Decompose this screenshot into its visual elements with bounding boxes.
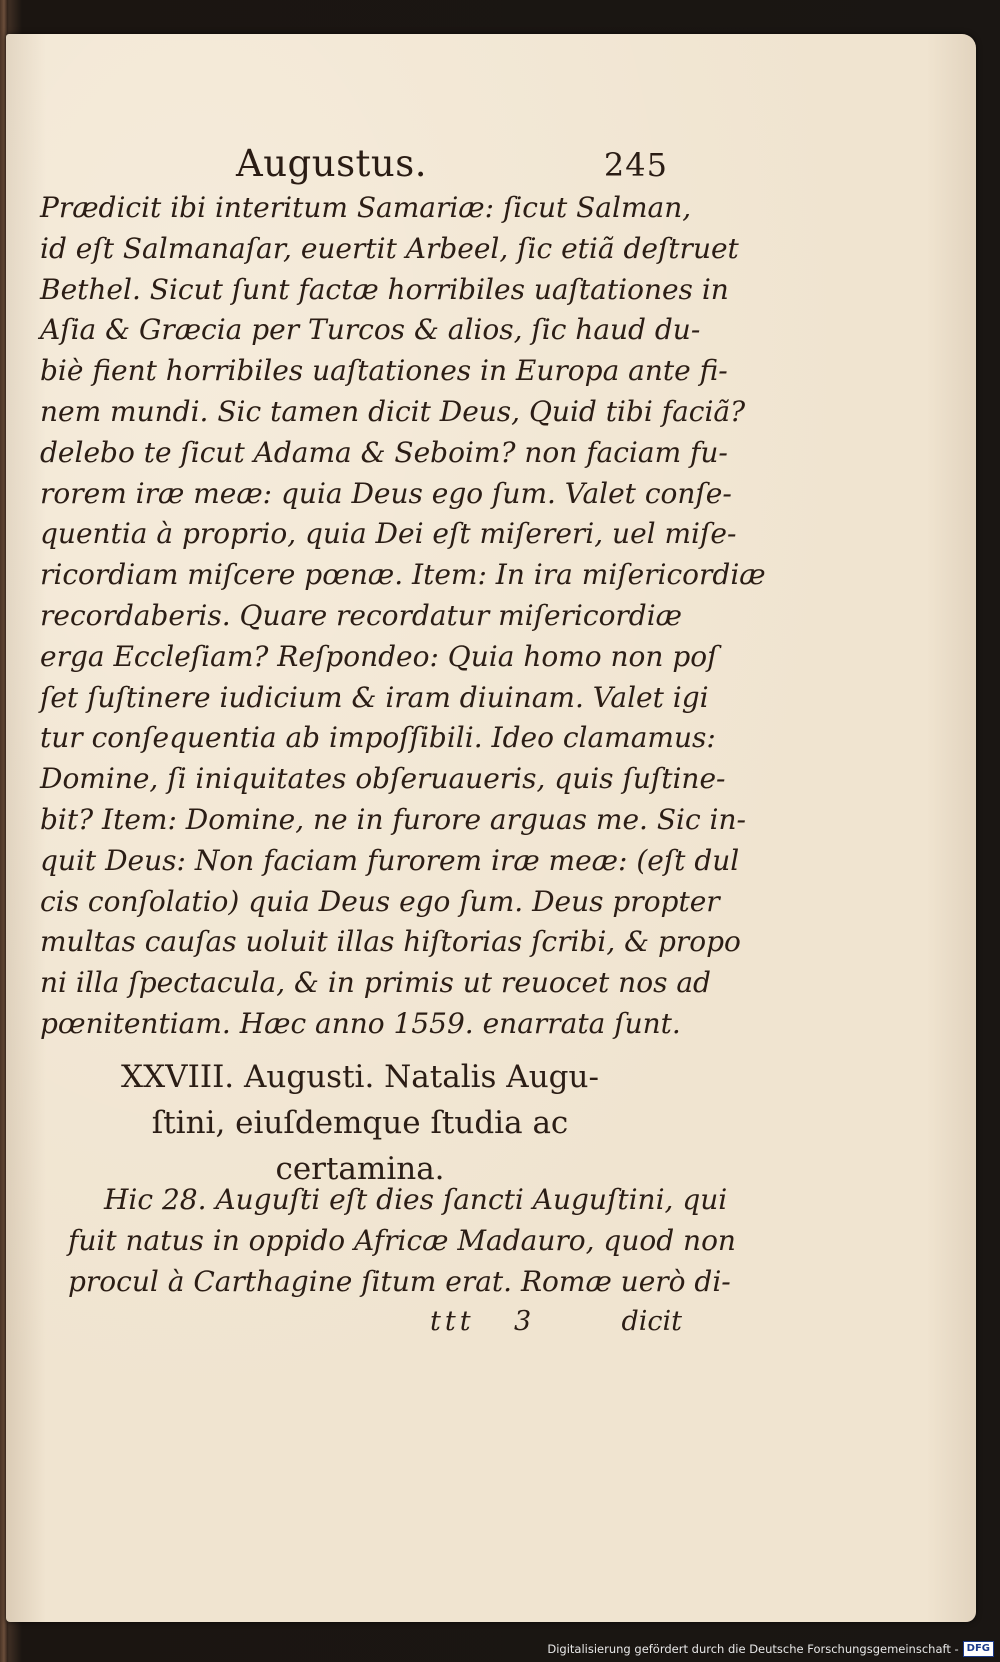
text-line: erga Eccleſiam? Reſpondeo: Quia homo non poſ [40, 639, 718, 673]
text-line: ni illa ſpectacula, & in primis ut reuocet nos ad [40, 966, 711, 1000]
heading-line: XXVIII. Augusti. Natalis Augu- [121, 1059, 599, 1095]
text-line: nem mundi. Sic tamen dicit Deus, Quid tibi faciã? [40, 394, 746, 428]
text-line: Domine, ſi iniquitates obſeruaueris, quis ſuſtine- [40, 762, 726, 796]
text-line: bit? Item: Domine, ne in furore arguas me. Sic in- [40, 802, 747, 836]
text-line: tur conſequentia ab impoſſibili. Ideo clamamus: [40, 721, 716, 755]
text-line: ricordiam miſcere pœnæ. Item: In ira miſericordiæ [40, 558, 766, 592]
text-line: Hic 28. Auguſti eſt dies ſancti Auguſtini, qui [104, 1183, 728, 1216]
main-text [40, 188, 766, 1045]
section-heading [40, 1054, 680, 1192]
heading-line: ſtini, eiuſdemque ſtudia ac [151, 1105, 569, 1141]
credit-text: Digitalisierung gefördert durch die Deutsche Forschungsgemeinschaft - [547, 1642, 959, 1656]
digitization-credit [547, 1638, 994, 1660]
signature-mark: ttt [430, 1306, 475, 1337]
dfg-logo: DFG [963, 1641, 994, 1657]
text-line: multas cauſas uoluit illas hiſtorias ſcribi, & propo [40, 925, 741, 959]
text-line: Aſia & Græcia per Turcos & alios, ſic haud du- [40, 313, 701, 347]
catchword: dicit [621, 1306, 682, 1337]
section-text [68, 1180, 736, 1302]
text-line: recordaberis. Quare recordatur miſericordiæ [40, 598, 683, 632]
text-line: Bethel. Sicut ſunt factæ horribiles uaſtationes in [40, 272, 729, 306]
text-line: rorem iræ meæ: quia Deus ego ſum. Valet conſe- [40, 476, 732, 510]
text-line: quentia à proprio, quia Dei eſt miſereri, uel miſe- [40, 517, 737, 551]
text-line: pœnitentiam. Hæc anno 1559. enarrata ſunt. [40, 1006, 681, 1040]
text-line: procul à Carthagine ſitum erat. Romæ uerò di- [68, 1264, 731, 1298]
page-header [236, 142, 686, 192]
text-line: ſet ſuſtinere iudicium & iram diuinam. Valet igi [40, 680, 709, 714]
text-line: id eſt Salmanaſar, euertit Arbeel, ſic etiã deſtruet [40, 231, 739, 265]
running-title: Augustus. [236, 142, 427, 185]
text-line: biè fient horribiles uaſtationes in Europa ante fi- [40, 354, 728, 388]
heading-line: certamina. [275, 1151, 445, 1187]
text-line: Prædicit ibi interitum Samariæ: ſicut Salman, [40, 191, 692, 224]
page-footer [430, 1306, 682, 1346]
text-line: delebo te ſicut Adama & Seboim? non faciam fu- [40, 435, 728, 469]
page-number: 245 [603, 146, 668, 184]
text-line: cis conſolatio) quia Deus ego ſum. Deus propter [40, 884, 720, 918]
signature-number: 3 [514, 1306, 532, 1337]
text-line: fuit natus in oppido Africæ Madauro, quod non [68, 1223, 736, 1257]
text-line: quit Deus: Non faciam furorem iræ meæ: (eſt dul [40, 843, 740, 877]
